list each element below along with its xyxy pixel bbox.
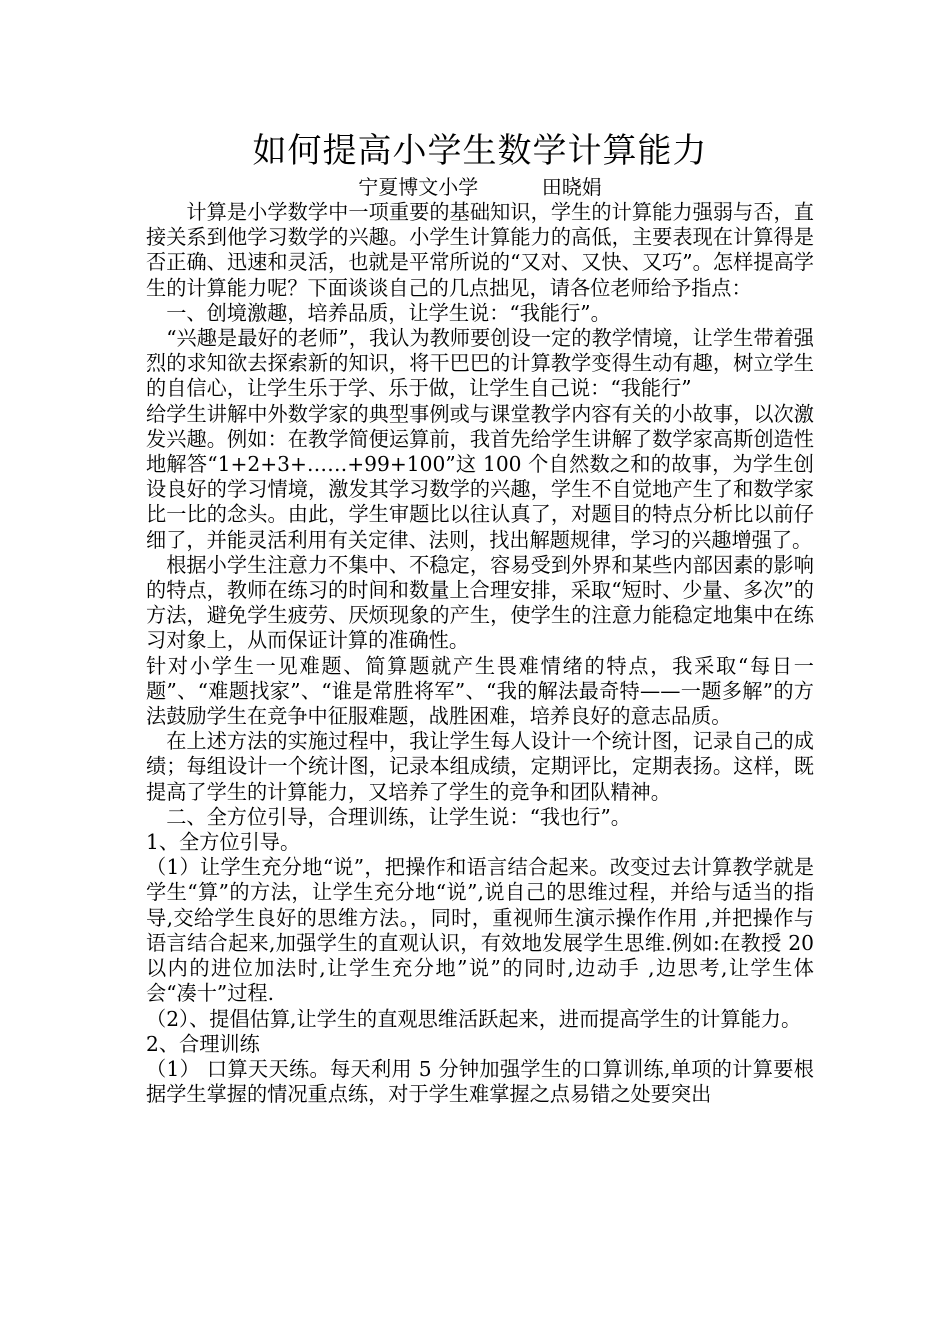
paragraph: 根据小学生注意力不集中、不稳定，容易受到外界和某些内部因素的影响的特点，教师在练习的时间和数量上合理安排，采取“短时、少量、多次”的方法，避免学生疲劳、厌烦现象的产生，使学生的注意力能稳定地集中在练习对象上，从而保证计算的准确性。 [146, 552, 814, 653]
section-heading-1: 一、创境激趣，培养品质，让学生说：“我能行”。 [166, 300, 611, 325]
document-title: 如何提高小学生数学计算能力 [252, 131, 708, 171]
author-byline: 宁夏博文小学 田晓娟 [358, 175, 602, 199]
paragraph: “兴趣是最好的老师”，我认为教师要创设一定的教学情境，让学生带着强烈的求知欲去探索新的知识，将干巴巴的计算教学变得生动有趣，树立学生的自信心，让学生乐于学、乐于做，让学生自己说：“我能行” [146, 326, 814, 401]
paragraph: 给学生讲解中外数学家的典型事例或与课堂教学内容有关的小故事，以次激发兴趣。例如：在教学简便运算前，我首先给学生讲解了数学家高斯创造性地解答“1+2+3+……+99+100”这 100 个自然数之和的故事，为学生创设良好的学习情境，激发其学习数学的兴趣，学生不自觉地产生了和数学家比一比的念头。由此，学生审题比以往认真了，对题目的特点分析比以前仔细了，并能灵活利用有关定律、法则，找出解题规律，学习的兴趣增强了。 [146, 401, 814, 552]
paragraph-intro: 计算是小学数学中一项重要的基础知识，学生的计算能力强弱与否，直接关系到他学习数学的兴趣。小学生计算能力的高低，主要表现在计算得是否正确、迅速和灵活，也就是平常所说的“又对、又快、又巧”。怎样提高学生的计算能力呢？下面谈谈自己的几点拙见，请各位老师给予指点： [146, 200, 814, 300]
section-heading-2: 二、全方位引导，合理训练，让学生说：“我也行”。 [166, 804, 631, 829]
paragraph: （2）、提倡估算,让学生的直观思维活跃起来，进而提高学生的计算能力。 [146, 1006, 802, 1031]
paragraph: （1） 口算天天练。每天利用 5 分钟加强学生的口算训练,单项的计算要根据学生掌握的情况重点练，对于学生难掌握之点易错之处要突出 [146, 1056, 814, 1107]
document-body [146, 200, 814, 1107]
document-page [146, 128, 814, 1107]
subsection-heading: 2、合理训练 [146, 1031, 260, 1056]
paragraph: 针对小学生一见难题、简算题就产生畏难情绪的特点，我采取“每日一题”、“难题找家”、“谁是常胜将军”、“我的解法最奇特——一题多解”的方法鼓励学生在竞争中征服难题，战胜困难，培养良好的意志品质。 [146, 653, 814, 729]
subsection-heading: 1、全方位引导。 [146, 830, 301, 855]
paragraph: （1）让学生充分地“说”，把操作和语言结合起来。改变过去计算教学就是学生“算”的方法，让学生充分地“说”,说自己的思维过程，并给与适当的指导,交给学生良好的思维方法。，同时，重视师生演示操作作用 ,并把操作与语言结合起来,加强学生的直观认识，有效地发展学生思维.例如:在教授 20 以内的进位加法时,让学生充分地”说”的同时,边动手 ,边思考,让学生体会“凑十”过程. [146, 855, 814, 1006]
paragraph: 在上述方法的实施过程中，我让学生每人设计一个统计图，记录自己的成绩；每组设计一个统计图，记录本组成绩，定期评比，定期表扬。这样，既提高了学生的计算能力，又培养了学生的竞争和团队精神。 [146, 729, 814, 804]
